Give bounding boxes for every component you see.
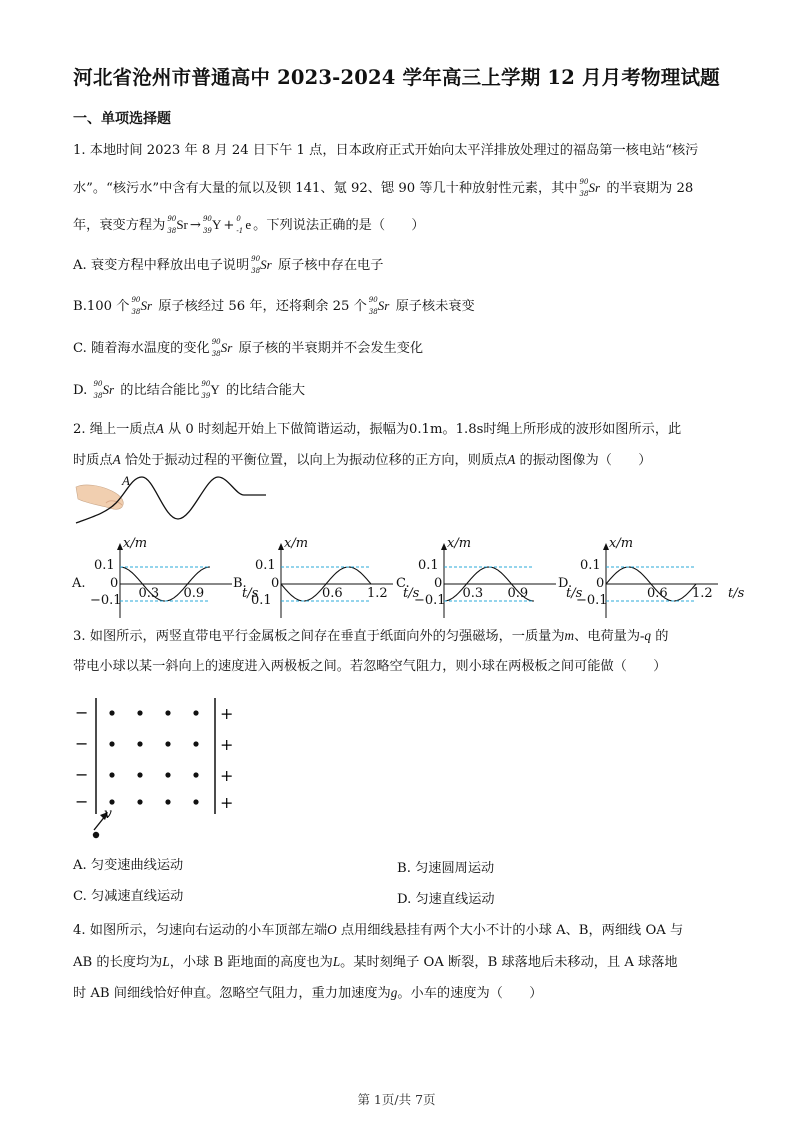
charged-ball — [93, 832, 99, 838]
graph-option-label: A. — [72, 576, 86, 591]
positive-charge-sign: + — [220, 766, 234, 785]
y-tick-label: −0.1 — [90, 593, 122, 608]
field-out-of-page-dot-icon — [109, 741, 114, 746]
field-out-of-page-dot-icon — [109, 710, 114, 715]
nuclide-sr90: 90 38 Sr — [251, 255, 272, 275]
x-tick-label: 1.2 — [367, 586, 388, 601]
q1-line2 — [73, 179, 693, 198]
x-tick-label: 0.9 — [183, 586, 205, 601]
nuclide-sr90: 90 38 Sr — [579, 178, 601, 198]
y-axis-label: x/m — [609, 536, 634, 551]
q1-text-5: 。下列说法正确的是（ ） — [253, 218, 425, 233]
field-out-of-page-dot-icon — [165, 772, 170, 777]
q3-line2: 带电小球以某一斜向上的速度进入两极板之间。若忽略空气阻力，则小球在两极板之间可能做（ ） — [73, 659, 667, 674]
x-axis-label: t/s — [566, 586, 583, 601]
velocity-label: v — [104, 806, 112, 822]
q1-option-a[interactable]: A. 衰变方程中释放出电子说明 90 38 Sr 原子核中存在电子 — [73, 255, 384, 275]
x-tick-label: 1.2 — [692, 586, 713, 601]
nuclide-sr90: 90 38 Sr — [93, 380, 115, 400]
wave-point-label: A — [122, 473, 130, 488]
q1-text-4: 年，衰变方程为 — [73, 218, 166, 233]
q1-text-2: 水”。“核污水”中含有大量的氚以及钡 141、氪 92、锶 90 等几十种放射性元素，其中 — [73, 181, 578, 196]
nuclide-sr90: 90 38 Sr — [131, 296, 153, 316]
y-axis-label: x/m — [447, 536, 472, 551]
q4-line1: 4. 如图所示，匀速向右运动的小车顶部左端O 点用细线悬挂有两个大小不计的小球 A、B，两细线 OA 与 — [73, 922, 684, 938]
y-tick-label: 0 — [271, 576, 280, 591]
q3-line1: 3. 如图所示，两竖直带电平行金属板之间存在垂直于纸面向外的匀强磁场，一质量为m、电荷量为-q 的 — [73, 628, 669, 644]
y-tick-label: 0.1 — [255, 558, 276, 573]
field-out-of-page-dot-icon — [137, 741, 142, 746]
graph-option-b[interactable] — [233, 536, 420, 620]
field-out-of-page-dot-icon — [193, 741, 198, 746]
vibration-graph — [558, 540, 718, 620]
q3-option-b[interactable]: B. 匀速圆周运动 — [397, 861, 495, 876]
q1-text-1: 本地时间 2023 年 8 月 24 日下午 1 点，日本政府正式开始向太平洋排放处理过的福岛第一核电站“核污 — [89, 143, 699, 158]
q1-line3 — [73, 216, 425, 235]
y-tick-label: −0.1 — [414, 593, 446, 608]
field-out-of-page-dot-icon — [137, 710, 142, 715]
graph-option-label: B. — [233, 576, 247, 591]
field-out-of-page-dot-icon — [165, 710, 170, 715]
positive-charge-sign: + — [220, 735, 234, 754]
page-number: 第 1页/共 7页 — [357, 1092, 436, 1107]
positive-charge-sign: + — [220, 793, 234, 812]
q1-line1 — [73, 142, 698, 160]
field-out-of-page-dot-icon — [109, 772, 114, 777]
x-tick-label: 0.3 — [138, 586, 160, 601]
positive-charge-sign: + — [220, 704, 234, 723]
x-axis-label: t/s — [242, 586, 259, 601]
y-tick-label: 0.1 — [418, 558, 439, 573]
vibration-graph — [396, 540, 556, 620]
graph-option-label: C. — [396, 576, 410, 591]
hand-icon — [76, 485, 123, 509]
graph-option-d[interactable] — [558, 536, 745, 620]
q1-option-d[interactable]: D. 90 38 Sr 的比结合能比 90 39 Y 的比结合能大 — [73, 380, 306, 400]
graph-option-label: D. — [558, 576, 573, 591]
rope-wave-drawing — [72, 475, 272, 525]
graph-option-a[interactable] — [72, 536, 259, 620]
q4-line3: 时 AB 间细线恰好伸直。忽略空气阻力，重力加速度为g。小车的速度为（ ） — [73, 985, 543, 1001]
vibration-graph — [233, 540, 393, 620]
negative-charge-sign: − — [75, 703, 89, 722]
q1-text-3: 的半衰期为 28 — [606, 181, 694, 196]
vibration-graph — [72, 540, 232, 620]
x-tick-label: 0.6 — [322, 586, 343, 601]
field-out-of-page-dot-icon — [165, 741, 170, 746]
q3-option-a[interactable]: A. 匀变速曲线运动 — [73, 858, 184, 873]
nuclide-sr90: 90 38 Sr — [368, 296, 390, 316]
y-tick-label: 0 — [434, 576, 443, 591]
y-tick-label: 0 — [596, 576, 605, 591]
negative-charge-sign: − — [75, 734, 89, 753]
decay-equation: 90 38 Sr → 90 39 Y + 0 -1 e — [167, 215, 252, 235]
q3-option-c[interactable]: C. 匀减速直线运动 — [73, 889, 184, 904]
negative-charge-sign: − — [75, 765, 89, 784]
field-out-of-page-dot-icon — [109, 799, 114, 804]
field-drawing — [70, 694, 250, 844]
magnetic-field-figure — [70, 694, 250, 844]
q2-line1: 2. 绳上一质点A 从 0 时刻起开始上下做简谐运动，振幅为0.1m。1.8s时绳上所形成的波形如图所示，此 — [73, 421, 682, 437]
y-axis-label: x/m — [284, 536, 309, 551]
y-axis-label: x/m — [123, 536, 148, 551]
q1-number: 1. — [73, 143, 86, 158]
x-tick-label: 0.6 — [647, 586, 668, 601]
y-tick-label: −0.1 — [576, 593, 608, 608]
y-tick-label: 0.1 — [580, 558, 601, 573]
q3-option-d[interactable]: D. 匀速直线运动 — [397, 892, 495, 907]
section-heading: 一、单项选择题 — [73, 111, 171, 127]
x-axis-label: t/s — [403, 586, 420, 601]
wave-figure — [72, 475, 272, 525]
field-out-of-page-dot-icon — [137, 799, 142, 804]
y-tick-label: 0.1 — [94, 558, 115, 573]
x-tick-label: 0.3 — [462, 586, 484, 601]
field-out-of-page-dot-icon — [193, 772, 198, 777]
y-tick-label: 0 — [110, 576, 119, 591]
graph-option-c[interactable] — [396, 536, 583, 620]
negative-charge-sign: − — [75, 792, 89, 811]
q2-line2: 时质点A 恰处于振动过程的平衡位置，以向上为振动位移的正方向，则质点A 的振动图像为（ ） — [73, 452, 652, 468]
field-out-of-page-dot-icon — [165, 799, 170, 804]
q1-option-c[interactable]: C. 随着海水温度的变化 90 38 Sr 原子核的半衰期并不会发生变化 — [73, 338, 424, 358]
q1-option-b[interactable]: B.100 个 90 38 Sr 原子核经过 56 年，还将剩余 25 个 90 38 Sr 原子核未衰变 — [73, 296, 475, 316]
q4-line2: AB 的长度均为L，小球 B 距地面的高度也为L。某时刻绳子 OA 断裂，B 球落地后未移动，且 A 球落地 — [73, 954, 678, 970]
field-out-of-page-dot-icon — [193, 710, 198, 715]
x-axis-label: t/s — [728, 586, 745, 601]
document-title: 河北省沧州市普通高中 2023-2024 学年高三上学期 12 月月考物理试题 — [73, 66, 720, 89]
field-out-of-page-dot-icon — [137, 772, 142, 777]
y-tick-label: 0.1 — [251, 593, 272, 608]
nuclide-sr90: 90 38 Sr — [211, 338, 233, 358]
nuclide-y90: 90 39 Y — [201, 380, 220, 400]
x-tick-label: 0.9 — [507, 586, 529, 601]
field-out-of-page-dot-icon — [193, 799, 198, 804]
